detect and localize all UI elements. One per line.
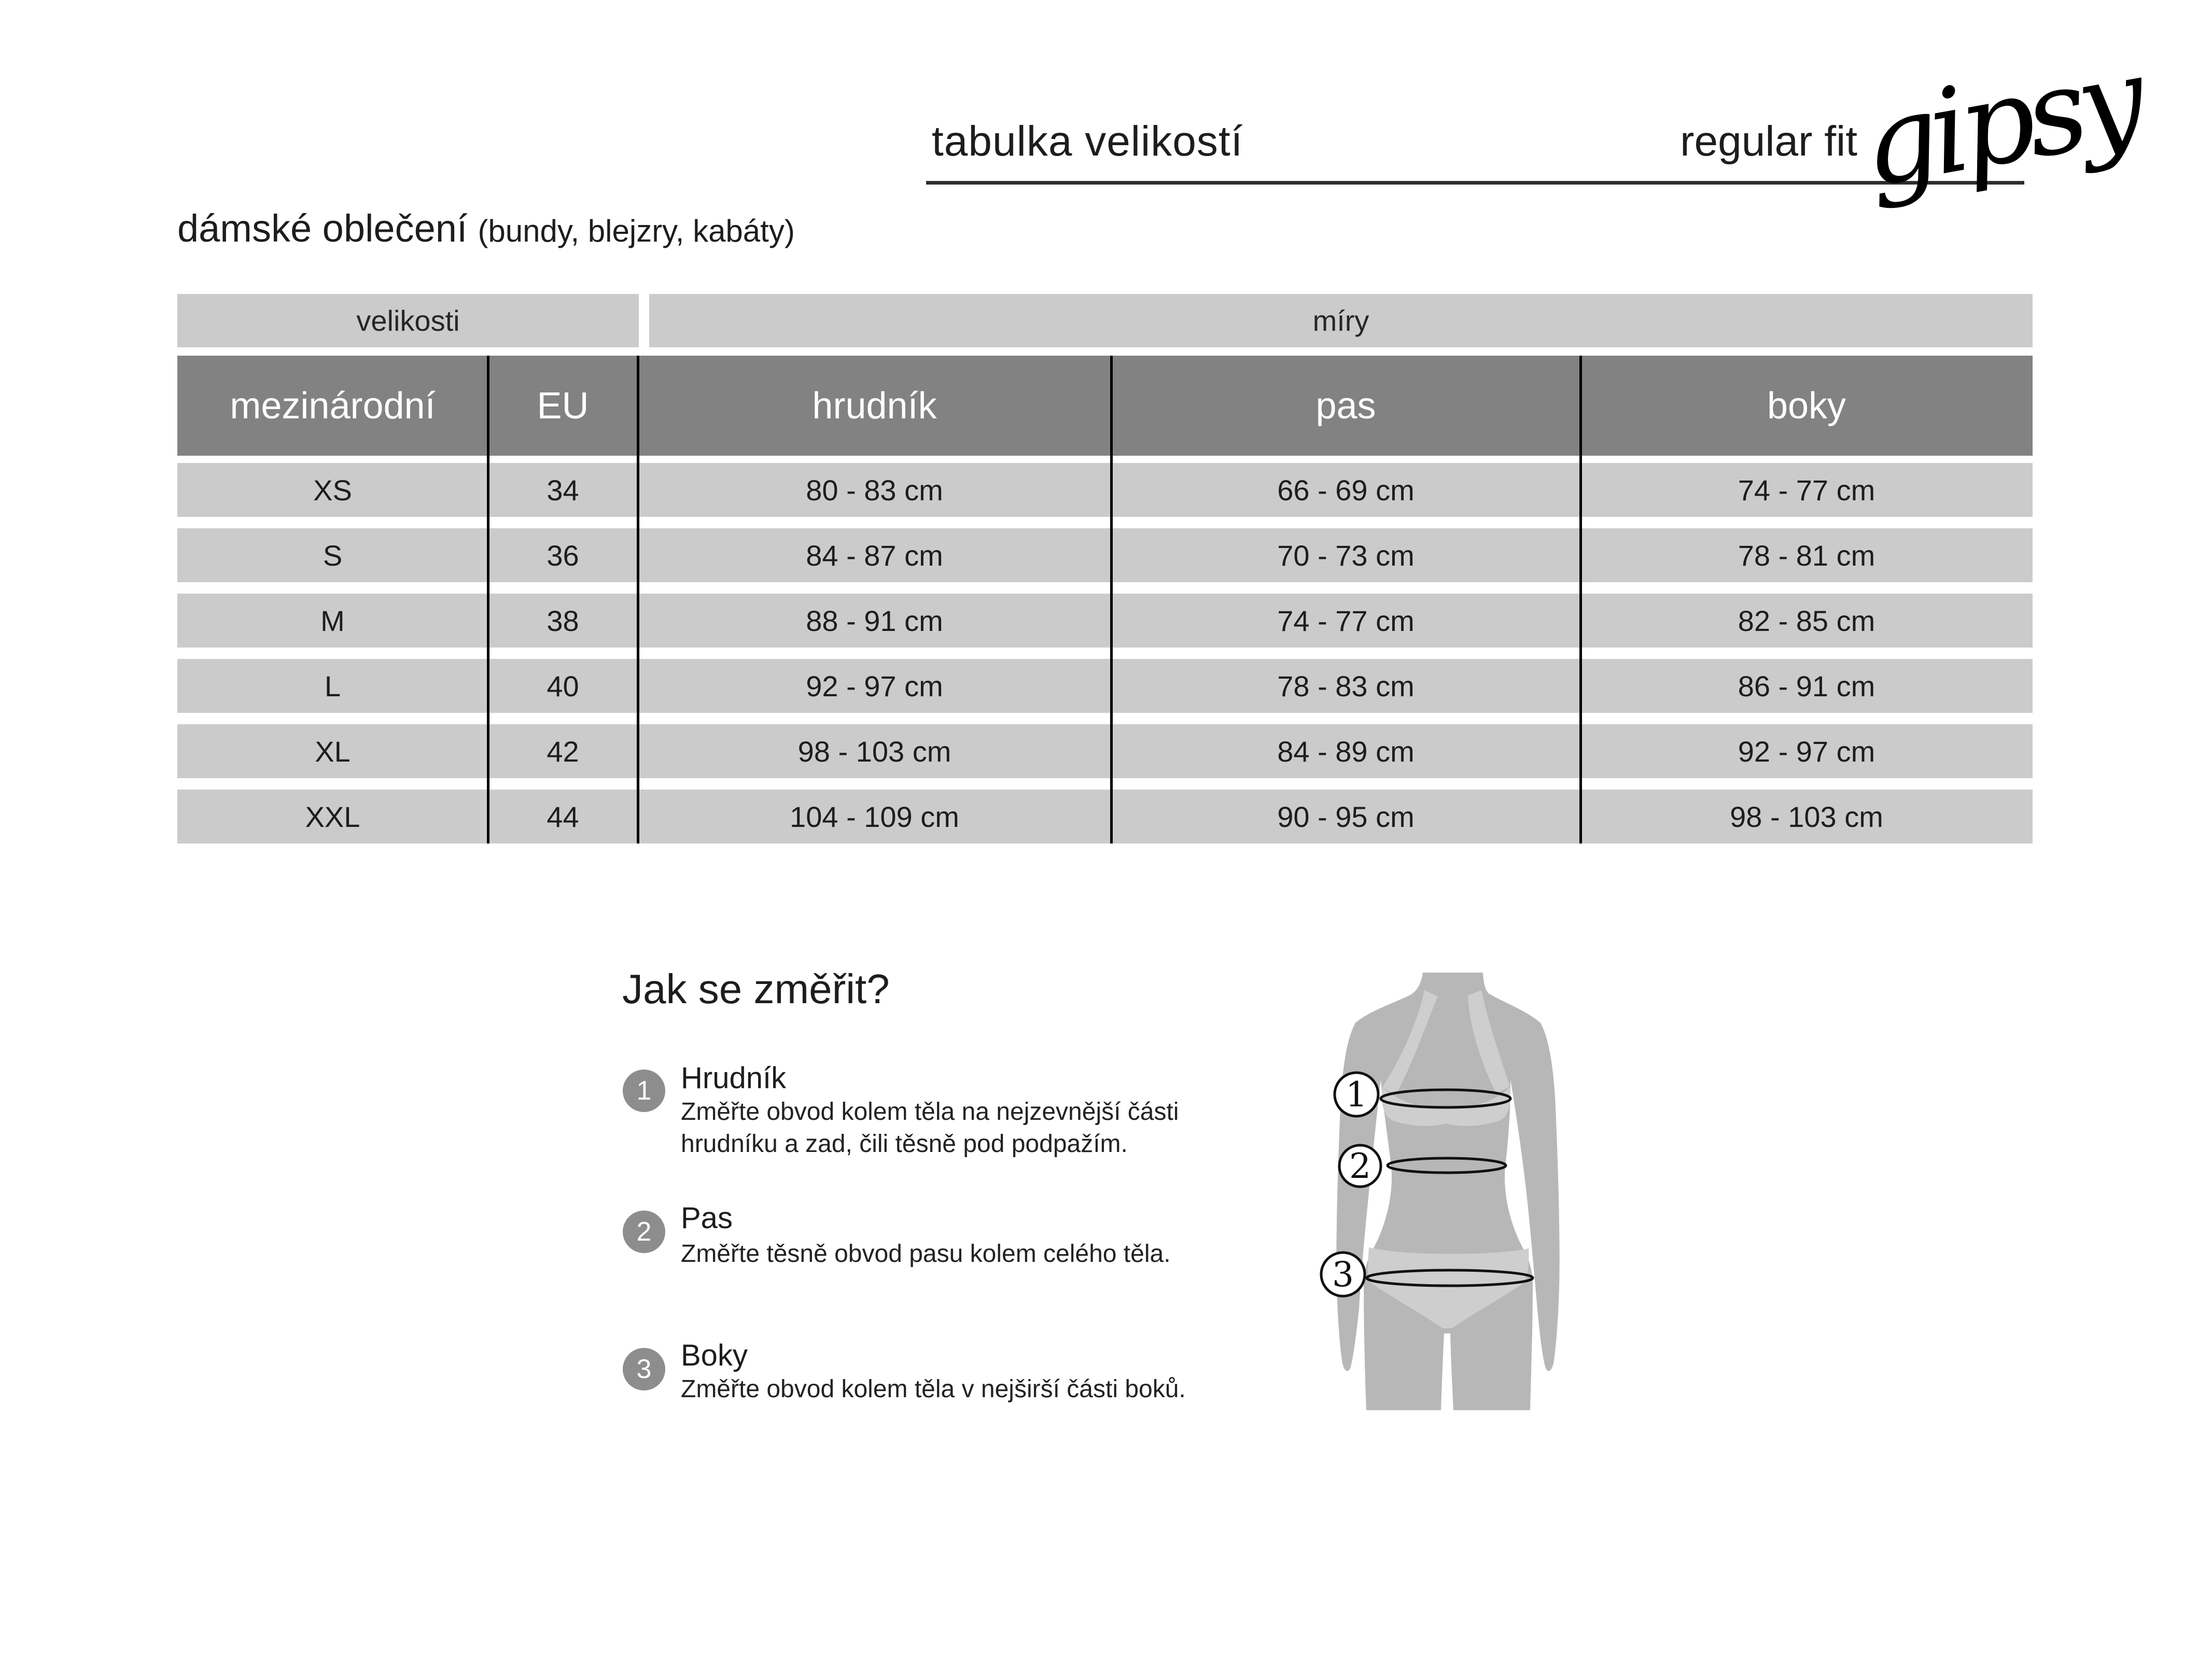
column-header-eu: EU (537, 385, 589, 427)
cell-waist: 74 - 77 cm (1277, 604, 1415, 637)
cell-eu: 40 (547, 669, 579, 702)
table-column-header (177, 356, 2033, 456)
cell-size: XL (315, 735, 351, 768)
cell-chest: 92 - 97 cm (806, 669, 943, 702)
guide-desc-chest: Změřte obvod kolem těla na nejzevnější části hrudníku a zad, čili těsně pod podpažím. (681, 1098, 1179, 1158)
cell-chest: 84 - 87 cm (806, 539, 943, 572)
cell-hips: 92 - 97 cm (1738, 735, 1875, 768)
cell-waist: 84 - 89 cm (1277, 735, 1415, 768)
cell-size: S (323, 539, 343, 572)
guide-title: Jak se změřit? (622, 966, 890, 1012)
guide-label-waist: Pas (681, 1201, 733, 1235)
cell-size: M (320, 604, 345, 637)
cell-size: XXL (305, 800, 360, 833)
cell-eu: 38 (547, 604, 579, 637)
table-group-header (177, 294, 2033, 347)
cell-size: XS (313, 473, 352, 507)
cell-eu: 34 (547, 473, 579, 507)
cell-hips: 98 - 103 cm (1730, 800, 1883, 833)
cell-hips: 74 - 77 cm (1738, 473, 1875, 507)
cell-eu: 42 (547, 735, 579, 768)
cell-chest: 104 - 109 cm (790, 800, 959, 833)
table-divider-line (1110, 356, 1113, 843)
guide-label-hips: Boky (681, 1339, 748, 1372)
guide-label-chest: Hrudník (681, 1061, 787, 1095)
cell-chest: 98 - 103 cm (797, 735, 951, 768)
table-row (177, 463, 2033, 517)
guide-desc-waist: Změřte těsně obvod pasu kolem celého těla. (681, 1240, 1171, 1268)
cell-hips: 78 - 81 cm (1738, 539, 1875, 572)
guide-bullet-3: 3 (623, 1348, 665, 1390)
marker-number-3: 3 (1332, 1255, 1354, 1295)
cell-chest: 88 - 91 cm (806, 604, 943, 637)
section-title-sub: (bundy, blejzry, kabáty) (478, 214, 795, 248)
table-divider-line (637, 356, 639, 843)
column-header-hips: boky (1767, 385, 1846, 427)
guide-bullet-1: 1 (623, 1070, 665, 1112)
fit-label: regular fit (1680, 118, 1857, 165)
table-divider-line (1579, 356, 1582, 843)
cell-eu: 36 (547, 539, 579, 572)
cell-size: L (324, 669, 341, 702)
header-divider (926, 181, 2024, 185)
table-row (177, 790, 2033, 843)
marker-number-1: 1 (1346, 1075, 1367, 1115)
marker-number-2: 2 (1349, 1146, 1371, 1186)
table-row (177, 724, 2033, 778)
cell-hips: 86 - 91 cm (1738, 669, 1875, 702)
table-divider-line (487, 356, 489, 843)
section-title-main: dámské oblečení (177, 207, 468, 250)
cell-waist: 90 - 95 cm (1277, 800, 1415, 833)
gipsy-logo: gipsy (1853, 32, 2149, 214)
column-header-chest: hrudník (812, 385, 937, 427)
size-table (177, 294, 2033, 843)
page-title: tabulka velikostí (932, 118, 1243, 165)
body-silhouette (1336, 973, 1559, 1410)
table-row (177, 528, 2033, 582)
group-header-sizes: velikosti (177, 294, 639, 347)
cell-waist: 66 - 69 cm (1277, 473, 1415, 507)
group-header-gap (639, 294, 649, 347)
cell-hips: 82 - 85 cm (1738, 604, 1875, 637)
body-silhouette-svg (1317, 964, 1571, 1410)
section-title (177, 206, 795, 250)
group-header-measures: míry (649, 294, 2033, 347)
guide-desc-hips: Změřte obvod kolem těla v nejširší části boků. (681, 1375, 1186, 1403)
cell-waist: 78 - 83 cm (1277, 669, 1415, 702)
table-row (177, 594, 2033, 648)
table-row (177, 659, 2033, 713)
guide-bullet-2: 2 (623, 1211, 665, 1253)
body-figure (1317, 964, 1571, 1410)
cell-waist: 70 - 73 cm (1277, 539, 1415, 572)
cell-chest: 80 - 83 cm (806, 473, 943, 507)
cell-eu: 44 (547, 800, 579, 833)
column-header-waist: pas (1315, 385, 1376, 427)
column-header-international: mezinárodní (230, 385, 436, 427)
